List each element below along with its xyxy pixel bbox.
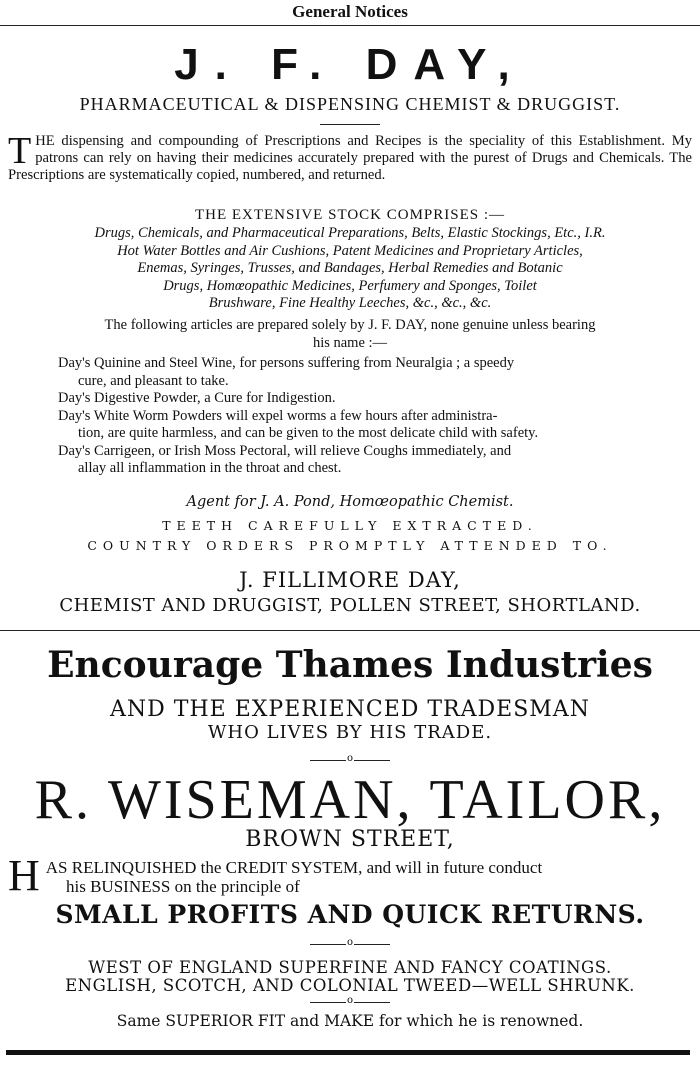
agent-line: Agent for J. A. Pond, Homœopathic Chemist.	[186, 494, 514, 510]
tweed-line: ENGLISH, SCOTCH, AND COLONIAL TWEED—WELL SHRUNK.	[65, 976, 635, 995]
ad-divider-rule	[0, 630, 700, 631]
stock-line: Hot Water Bottles and Air Cushions, Patent Medicines and Proprietary Articles,	[117, 242, 583, 259]
stock-line: Enemas, Syringes, Trusses, and Bandages, Herbal Remedies and Botanic	[137, 260, 563, 276]
wiseman-trade-line: WHO LIVES BY HIS TRADE.	[207, 722, 493, 743]
articles-intro-line: his name :—	[312, 334, 388, 351]
list-item	[0, 390, 700, 408]
intro-dropcap: T	[8, 130, 32, 172]
coatings-line: WEST OF ENGLAND SUPERFINE AND FANCY COATINGS.	[88, 958, 612, 977]
teeth-line: TEETH CAREFULLY EXTRACTED.	[162, 518, 538, 533]
stock-list	[0, 225, 700, 313]
articles-list	[0, 355, 700, 478]
ornament-rule	[0, 995, 700, 1011]
articles-intro	[0, 317, 700, 352]
bottom-rule	[6, 1050, 690, 1055]
item-line: Day's Digestive Powder, a Cure for Indigestion.	[58, 390, 336, 406]
closing-line: Same SUPERIOR FIT and MAKE for which he is renowned.	[116, 1012, 584, 1030]
item-line: Day's White Worm Powders will expel worms a few hours after administra-	[58, 407, 498, 424]
day-ad-subtitle: PHARMACEUTICAL & DISPENSING CHEMIST & DRUGGIST.	[79, 94, 621, 114]
item-line: Day's Carrigeen, or Irish Moss Pectoral, will relieve Coughs immediately, and	[58, 442, 512, 459]
ornament-glyph: o	[347, 937, 354, 948]
day-ad-name: J. F. DAY,	[174, 40, 526, 89]
item-line: Day's Quinine and Steel Wine, for persons suffering from Neuralgia ; a speedy	[58, 355, 515, 371]
notice-line: his BUSINESS on the principle of	[66, 877, 300, 896]
item-line: allay all inflammation in the throat and chest.	[78, 460, 342, 476]
item-line: tion, are quite harmless, and can be given to the most delicate child with safety.	[78, 425, 539, 441]
day-ad-intro	[0, 130, 700, 184]
intro-text: HE dispensing and compounding of Prescriptions and Recipes is the speciality of this Establishment. My patrons can rely on having their medicines accurately prepared with the purest of Drugs and Chemicals. The Prescriptions are systematically copied, numbered, and returned.	[8, 133, 692, 183]
ornament-glyph: o	[347, 995, 354, 1006]
ornament-glyph: o	[347, 753, 354, 764]
notice-dropcap: H	[8, 851, 40, 900]
stock-heading: THE EXTENSIVE STOCK COMPRISES :—	[194, 207, 506, 223]
day-ad-short-rule	[0, 124, 700, 125]
proprietor-address: CHEMIST AND DRUGGIST, POLLEN STREET, SHORTLAND.	[59, 595, 641, 616]
stock-line: Drugs, Homœopathic Medicines, Perfumery and Sponges, Toilet	[163, 277, 537, 294]
item-line: cure, and pleasant to take.	[78, 372, 229, 389]
wiseman-street: BROWN STREET,	[245, 827, 455, 852]
header-rule	[0, 25, 700, 26]
wiseman-headline: Encourage Thames Industries	[47, 644, 653, 686]
articles-intro-line: The following articles are prepared solely by J. F. DAY, none genuine unless bearing	[104, 317, 596, 333]
stock-line: Drugs, Chemicals, and Pharmaceutical Preparations, Belts, Elastic Stockings, Etc., I.R.	[94, 225, 606, 241]
wiseman-notice	[0, 851, 700, 900]
proprietor-name: J. FILLIMORE DAY,	[239, 568, 461, 592]
wiseman-tradesman-line: AND THE EXPERIENCED TRADESMAN	[110, 697, 590, 722]
list-item	[0, 443, 700, 478]
section-title: General Notices	[292, 2, 408, 21]
stock-line: Brushware, Fine Healthy Leeches, &c., &c., &c.	[208, 295, 492, 311]
list-item	[0, 355, 700, 390]
wiseman-name: R. WISEMAN, TAILOR,	[34, 769, 666, 831]
list-item	[0, 408, 700, 443]
notice-line: AS RELINQUISHED the CREDIT SYSTEM, and will in future conduct	[45, 858, 543, 877]
wiseman-slogan: SMALL PROFITS AND QUICK RETURNS.	[55, 900, 645, 929]
country-orders-line: COUNTRY ORDERS PROMPTLY ATTENDED TO.	[87, 538, 613, 553]
ornament-rule	[0, 937, 700, 953]
